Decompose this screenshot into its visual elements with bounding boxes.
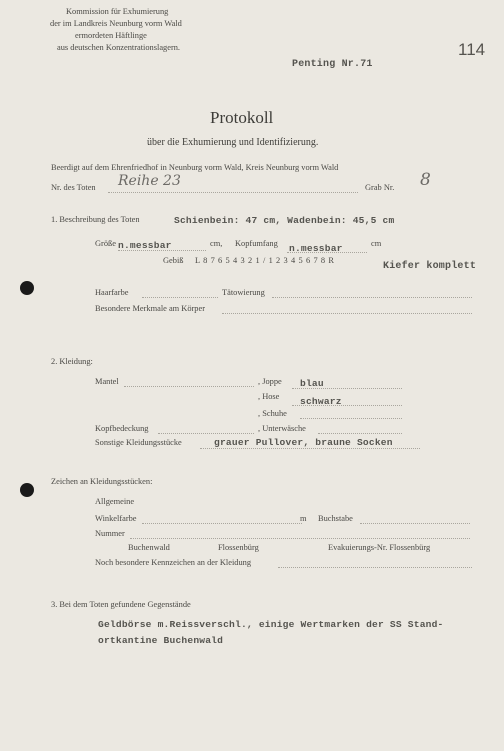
winkelfarbe-label: Winkelfarbe <box>95 514 137 523</box>
commission-line-3: ermordeten Häftlinge <box>75 31 147 40</box>
burial-line: Beerdigt auf dem Ehrenfriedhof in Neunburg vorm Wald, Kreis Neunburg vorm Wald <box>51 163 339 172</box>
sonstige-value: grauer Pullover, braune Socken <box>214 437 393 448</box>
grab-value: 8 <box>420 170 431 190</box>
items-line-2: ortkantine Buchenwald <box>98 635 224 646</box>
section-2-heading: 2. Kleidung: <box>51 357 93 366</box>
punch-hole-bottom <box>20 483 34 497</box>
kopfbedeckung-label: Kopfbedeckung <box>95 424 149 433</box>
bone-measurements: Schienbein: 47 cm, Wadenbein: 45,5 cm <box>174 215 395 226</box>
cm-label-1: cm, <box>210 239 223 248</box>
hose-label: , Hose <box>258 392 280 401</box>
zeichen-heading: Zeichen an Kleidungsstücken: <box>51 477 153 486</box>
commission-line-2: der im Landkreis Neunburg vorm Wald <box>50 19 182 28</box>
buchenwald-label: Buchenwald <box>128 543 170 552</box>
groesse-value: n.messbar <box>118 240 172 251</box>
buchstabe-label: Buchstabe <box>318 514 353 523</box>
winkel-mark: m <box>300 514 307 523</box>
cm-label-2: cm <box>371 239 382 248</box>
nr-value: Reihe 23 <box>118 173 181 189</box>
kopfumfang-label: Kopfumfang <box>235 239 278 248</box>
taetowierung-label: Tätowierung <box>222 288 265 297</box>
sonstige-label: Sonstige Kleidungsstücke <box>95 438 182 447</box>
joppe-value: blau <box>300 378 324 389</box>
punch-hole-top <box>20 281 34 295</box>
nummer-label: Nummer <box>95 529 125 538</box>
gebiss-value: Kiefer komplett <box>383 261 477 272</box>
stamp-number: Penting Nr.71 <box>292 59 373 70</box>
page-subtitle: über die Exhumierung und Identifizierung. <box>147 137 319 148</box>
hose-value: schwarz <box>300 396 342 407</box>
commission-line-4: aus deutschen Konzentrationslagern. <box>57 43 181 52</box>
page-title: Protokoll <box>210 108 274 127</box>
mantel-label: Mantel <box>95 377 119 386</box>
haarfarbe-label: Haarfarbe <box>95 288 129 297</box>
items-line-1: Geldbörse m.Reissverschl., einige Wertmarken der SS Stand- <box>98 619 444 630</box>
section-1-heading: 1. Beschreibung des Toten <box>51 215 140 224</box>
gebiss-tooth-row: L 8 7 6 5 4 3 2 1 / 1 2 3 4 5 6 7 8 R <box>195 256 335 265</box>
merkmale-label: Besondere Merkmale am Körper <box>95 304 205 313</box>
kopfumfang-value: n.messbar <box>289 243 343 254</box>
page-number: 114 <box>458 40 486 59</box>
section-3-heading: 3. Bei dem Toten gefundene Gegenstände <box>51 600 191 609</box>
groesse-label: Größe <box>95 239 116 248</box>
unterwaesche-label: , Unterwäsche <box>258 424 306 433</box>
kennzeichen-label: Noch besondere Kennzeichen an der Kleidung <box>95 558 252 567</box>
commission-line-1: Kommission für Exhumierung <box>66 7 169 16</box>
gebiss-label: Gebiß <box>163 256 184 265</box>
evakuierung-label: Evakuierungs-Nr. Flossenbürg <box>328 543 431 552</box>
flossenburg-label: Flossenbürg <box>218 543 259 552</box>
allgemeine-label: Allgemeine <box>95 497 135 506</box>
schuhe-label: , Schuhe <box>258 409 287 418</box>
nr-label: Nr. des Toten <box>51 183 96 192</box>
grab-label: Grab Nr. <box>365 183 395 192</box>
joppe-label: , Joppe <box>258 377 282 386</box>
